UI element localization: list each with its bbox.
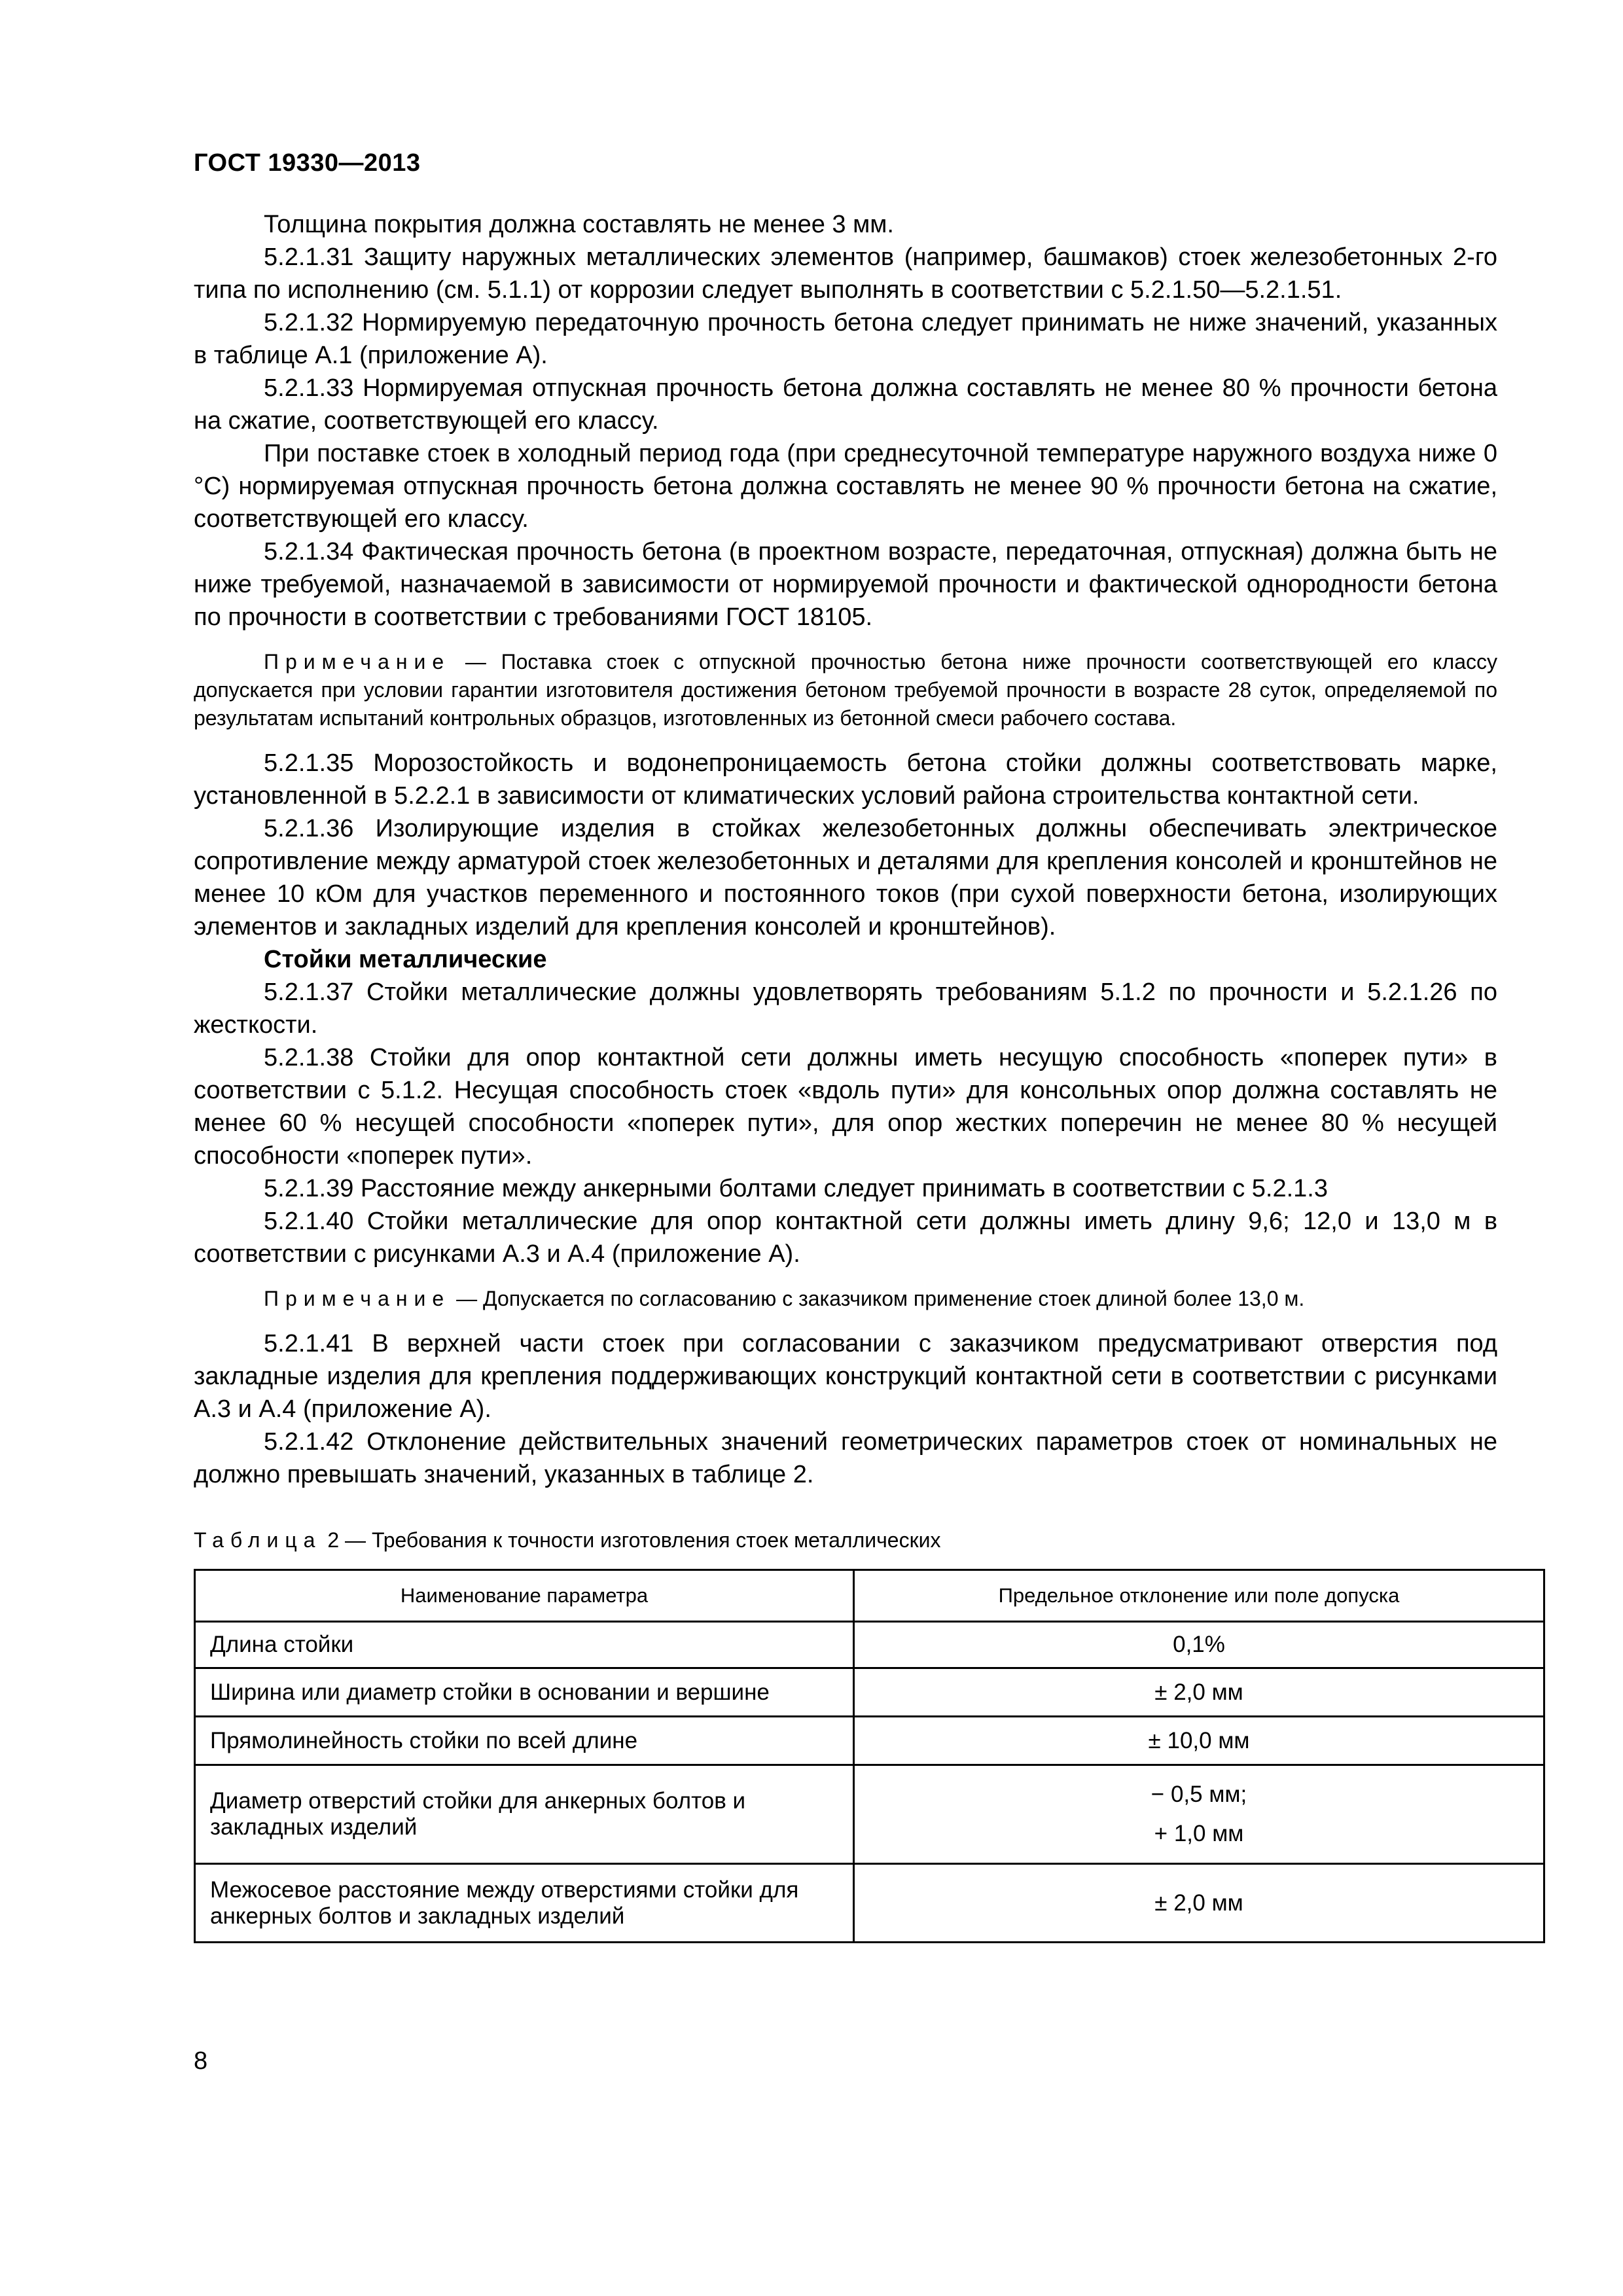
document-body xyxy=(194,208,1497,1943)
table-row xyxy=(195,1717,1544,1765)
paragraph: 5.2.1.36 Изолирующие изделия в стойках железобетонных должны обеспечивать электрическое сопротивление между арматурой стоек железобетонных и деталями для крепления консолей и кронштейнов не менее 10 кОм для участков переменного и постоянного токов (при сухой поверхности бетона, изолирующих элементов и закладных изделий для крепления консолей и кронштейнов). xyxy=(194,815,1497,941)
table-caption xyxy=(194,1526,1497,1554)
tolerance-minus: − 0,5 мм; xyxy=(1150,1782,1247,1807)
table-header-row xyxy=(195,1570,1544,1622)
cell-parameter: Длина стойки xyxy=(195,1622,854,1668)
paragraph: 5.2.1.34 Фактическая прочность бетона (в проектном возрасте, передаточная, отпускная) должна быть не ниже требуемой, назначаемой в зависимости от нормируемой прочности и фактической однородности бетона по прочности в соответствии с требованиями ГОСТ 18105. xyxy=(194,538,1497,631)
requirements-table xyxy=(194,1569,1545,1943)
note-text: — Допускается по согласованию с заказчиком применение стоек длиной более 13,0 м. xyxy=(450,1287,1305,1310)
note-2 xyxy=(194,1285,1497,1313)
cell-parameter: Диаметр отверстий стойки для анкерных болтов и закладных изделий xyxy=(195,1765,854,1864)
paragraph: 5.2.1.42 Отклонение действительных значений геометрических параметров стоек от номинальных не должно превышать значений, указанных в таблице 2. xyxy=(194,1428,1497,1488)
paragraph: 5.2.1.31 Защиту наружных металлических элементов (например, башмаков) стоек железобетонных 2-го типа по исполнению (см. 5.1.1) от коррозии следует выполнять в соответствии с 5.2.1.50—5.2.1.51. xyxy=(194,243,1497,304)
paragraph: 5.2.1.40 Стойки металлические для опор контактной сети должны иметь длину 9,6; 12,0 и 13,0 м в соответствии с рисунками А.3 и А.4 (приложение А). xyxy=(194,1208,1497,1268)
column-header-parameter: Наименование параметра xyxy=(195,1570,854,1622)
table-row xyxy=(195,1864,1544,1943)
column-header-tolerance: Предельное отклонение или поле допуска xyxy=(854,1570,1544,1622)
section-heading: Стойки металлические xyxy=(264,946,547,973)
cell-parameter: Межосевое расстояние между отверстиями стойки для анкерных болтов и закладных изделий xyxy=(195,1864,854,1943)
note-label: Примечание xyxy=(264,650,451,673)
paragraph: 5.2.1.35 Морозостойкость и водонепроницаемость бетона стойки должны соответствовать марке, установленной в 5.2.2.1 в зависимости от климатических условий района строительства контактной сети. xyxy=(194,749,1497,810)
table-row xyxy=(195,1622,1544,1668)
cell-tolerance: ± 10,0 мм xyxy=(854,1717,1544,1765)
cell-tolerance: 0,1% xyxy=(854,1622,1544,1668)
paragraph: 5.2.1.32 Нормируемую передаточную прочность бетона следует принимать не ниже значений, указанных в таблице А.1 (приложение А). xyxy=(194,309,1497,369)
tolerance-plus: + 1,0 мм xyxy=(1154,1821,1244,1846)
table-row xyxy=(195,1765,1544,1864)
cell-parameter: Ширина или диаметр стойки в основании и вершине xyxy=(195,1668,854,1717)
paragraph: Толщина покрытия должна составлять не менее 3 мм. xyxy=(264,211,894,238)
document-header: ГОСТ 19330—2013 xyxy=(194,149,421,177)
table-title: 2 — Требования к точности изготовления стоек металлических xyxy=(321,1528,941,1552)
paragraph: 5.2.1.33 Нормируемая отпускная прочность бетона должна составлять не менее 80 % прочности бетона на сжатие, соответствующей его классу. xyxy=(194,374,1497,435)
paragraph: 5.2.1.39 Расстояние между анкерными болтами следует принимать в соответствии с 5.2.1.3 xyxy=(264,1175,1328,1202)
cell-tolerance xyxy=(854,1765,1544,1864)
page-number: 8 xyxy=(194,2047,208,2075)
paragraph: 5.2.1.41 В верхней части стоек при согласовании с заказчиком предусматривают отверстия под закладные изделия для крепления поддерживающих конструкций контактной сети в соответствии с рисунками А.3 и А.4 (приложение А). xyxy=(194,1330,1497,1423)
paragraph: При поставке стоек в холодный период года (при среднесуточной температуре наружного воздуха ниже 0 °С) нормируемая отпускная прочность бетона должна составлять не менее 90 % прочности бетона на сжатие, соответствующей его классу. xyxy=(194,440,1497,533)
cell-tolerance: ± 2,0 мм xyxy=(854,1668,1544,1717)
cell-tolerance: ± 2,0 мм xyxy=(854,1864,1544,1943)
table-row xyxy=(195,1668,1544,1717)
paragraph: 5.2.1.38 Стойки для опор контактной сети должны иметь несущую способность «поперек пути» в соответствии с 5.1.2. Несущая способность стоек «вдоль пути» для консольных опор должна составлять не менее 60 % несущей способности «поперек пути», для опор жестких поперечин не менее 80 % несущей способности «поперек пути». xyxy=(194,1044,1497,1170)
note-label: Примечание xyxy=(264,1287,451,1310)
note-1 xyxy=(194,648,1497,732)
table-label: Таблица xyxy=(194,1528,322,1552)
paragraph: 5.2.1.37 Стойки металлические должны удовлетворять требованиям 5.1.2 по прочности и 5.2.1.26 по жесткости. xyxy=(194,978,1497,1039)
cell-parameter: Прямолинейность стойки по всей длине xyxy=(195,1717,854,1765)
note-text: — Поставка стоек с отпускной прочностью бетона ниже прочности соответствующей его классу допускается при условии гарантии изготовителя достижения бетоном требуемой прочности в возрасте 28 суток, определяемой по результатам испытаний контрольных образцов, изготовленных из бетонной смеси рабочего состава. xyxy=(194,650,1497,730)
